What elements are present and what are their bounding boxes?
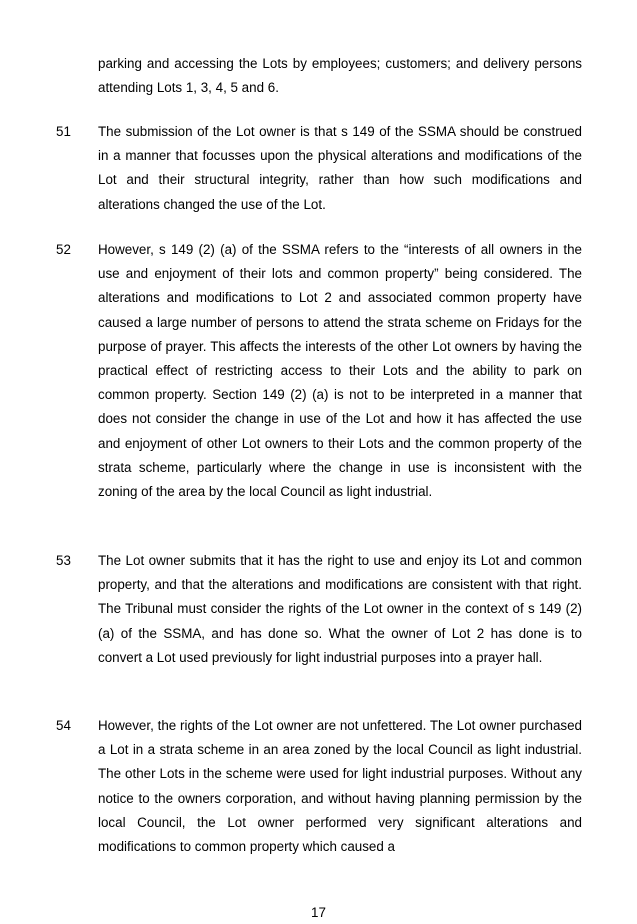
paragraph-text: parking and accessing the Lots by employees; customers; and delivery persons attending Lots 1, 3, 4, 5 and 6. — [98, 56, 582, 96]
paragraph-number: 53 — [56, 553, 71, 568]
paragraph-number: 51 — [56, 124, 71, 139]
paragraph-text: However, the rights of the Lot owner are not unfettered. The Lot owner purchased a Lot in a strata scheme in an area zoned by the local Council as light industrial. The other Lots in the scheme were used for light industrial purposes. Without any notice to the owners corporation, and without having planning permission by the local Council, the Lot owner performed very significant alterations and modifications to common property which caused a — [98, 718, 582, 855]
paragraph-number: 54 — [56, 718, 71, 733]
page-number: 17 — [311, 905, 326, 920]
paragraph-text: The submission of the Lot owner is that s 149 of the SSMA should be construed in a manner that focusses upon the physical alterations and modifications of the Lot and their structural integrity, rather than how such modifications and alterations changed the use of the Lot. — [98, 124, 582, 212]
paragraph-number: 52 — [56, 242, 71, 257]
paragraph-text: The Lot owner submits that it has the right to use and enjoy its Lot and common property, and that the alterations and modifications are consistent with that right. The Tribunal must consider the rights of the Lot owner in the context of s 149 (2) (a) of the SSMA, and has done so. What the owner of Lot 2 has done is to convert a Lot used previously for light industrial purposes into a prayer hall. — [98, 553, 582, 665]
paragraph-text: However, s 149 (2) (a) of the SSMA refers to the “interests of all owners in the use and enjoyment of their lots and common property” being considered. The alterations and modifications to Lot 2 and associated common property have caused a large number of persons to attend the strata scheme on Fridays for the purpose of prayer. This affects the interests of the other Lot owners by having the practical effect of restricting access to their Lots and the ability to park on common property. Section 149 (2) (a) is not to be interpreted in a manner that does not consider the change in use of the Lot and how it has affected the use and enjoyment of other Lot owners to their Lots and the common property of the strata scheme, particularly where the change in use is inconsistent with the zoning of the area by the local Council as light industrial. — [98, 242, 582, 500]
